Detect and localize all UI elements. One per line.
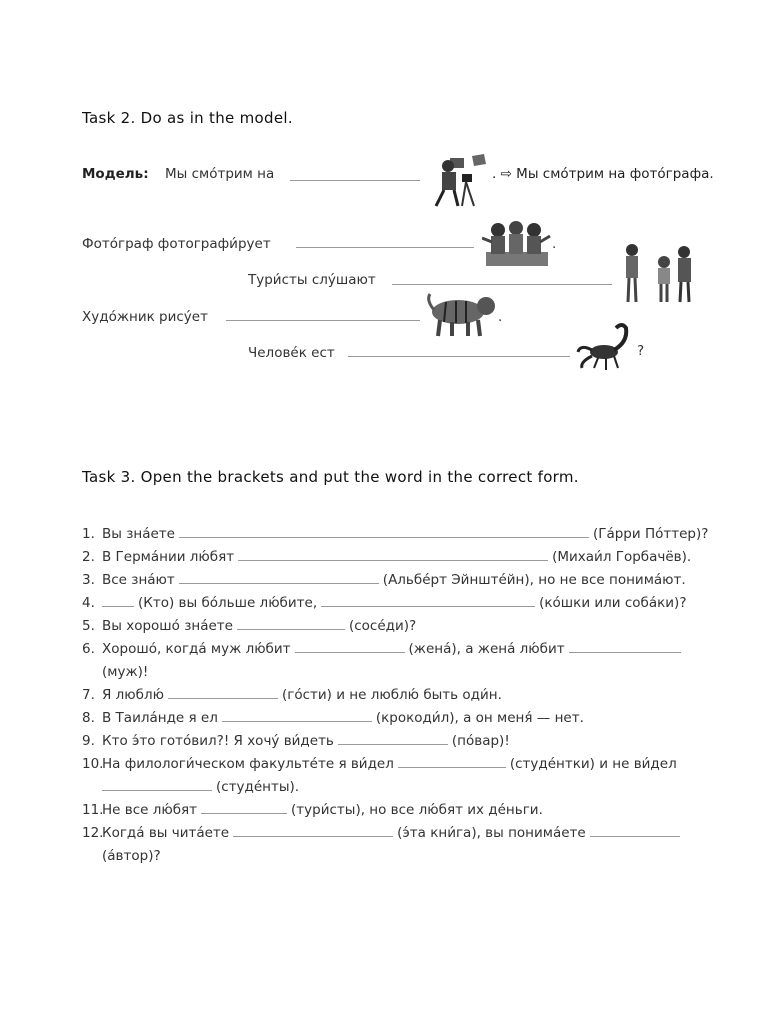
list-item: 8. В Таила́нде я ел (крокоди́л), а он меня́ — нет.: [82, 710, 584, 726]
answer-blank[interactable]: [233, 836, 393, 837]
task2-question-mark: ?: [637, 343, 645, 359]
list-item: 12.Когда́ вы чита́ете (э́та кни́га), вы понима́ете: [82, 825, 684, 841]
model-label: Модель:: [82, 166, 149, 182]
task2-item-3: Худо́жник рису́ет: [82, 309, 208, 325]
answer-blank[interactable]: [201, 813, 287, 814]
answer-blank[interactable]: [222, 721, 372, 722]
list-item: 5. Вы хорошо́ зна́ете (сосе́ди)?: [82, 618, 417, 634]
list-item: 11.Не все лю́бят (тури́сты), но все лю́бят их де́ньги.: [82, 802, 543, 818]
list-item: 9. Кто э́то гото́вил?! Я хочу́ ви́деть (по́вар)!: [82, 733, 510, 749]
list-item: 7. Я люблю́ (го́сти) и не люблю́ быть оди́н.: [82, 687, 502, 703]
answer-blank[interactable]: [168, 698, 278, 699]
answer-blank[interactable]: [102, 606, 134, 607]
list-item-continuation: (а́втор)?: [102, 848, 161, 864]
task2-title: Task 2. Do as in the model.: [82, 109, 293, 127]
list-item: 1. Вы зна́ете (Га́рри По́ттер)?: [82, 526, 709, 542]
scorpion-picture: [574, 322, 636, 372]
list-item-continuation: (муж)!: [102, 664, 149, 680]
list-item: 2. В Герма́нии лю́бят (Михаи́л Горбачёв).: [82, 549, 692, 565]
photographer-picture: [428, 152, 490, 208]
answer-blank[interactable]: [179, 537, 589, 538]
tiger-picture: [424, 290, 498, 338]
answer-blank[interactable]: [295, 652, 405, 653]
task2-dot-3: .: [498, 309, 503, 325]
list-item: 3. Все зна́ют (Альбе́рт Эйнште́йн), но не все понима́ют.: [82, 572, 686, 588]
list-item-continuation: (студе́нты).: [102, 779, 299, 795]
list-item: 10.На филологи́ческом факульте́те я ви́дел (студе́нтки) и не ви́дел: [82, 756, 677, 772]
task2-item-1: Фото́граф фотографи́рует: [82, 236, 271, 252]
answer-blank[interactable]: [321, 606, 535, 607]
task2-dot-1: .: [552, 236, 557, 252]
answer-blank[interactable]: [237, 629, 345, 630]
answer-blank[interactable]: [590, 836, 680, 837]
task2-blank-3[interactable]: [226, 320, 420, 321]
tourists-picture: [616, 242, 698, 304]
task2-blank-1[interactable]: [296, 247, 474, 248]
children-group-picture: [482, 218, 552, 268]
task2-item-4: Челове́к ест: [248, 345, 335, 361]
task2-blank-4[interactable]: [348, 356, 570, 357]
task3-title: Task 3. Open the brackets and put the word in the correct form.: [82, 468, 579, 486]
answer-blank[interactable]: [238, 560, 548, 561]
answer-blank[interactable]: [338, 744, 448, 745]
answer-blank[interactable]: [398, 767, 506, 768]
answer-blank[interactable]: [179, 583, 379, 584]
list-item: 6. Хорошо́, когда́ муж лю́бит (жена́), а жена́ лю́бит: [82, 641, 685, 657]
model-answer: . ⇨ Мы смо́трим на фото́графа.: [492, 166, 714, 182]
list-item: 4. (Кто) вы бо́льше лю́бите, (ко́шки или соба́ки)?: [82, 595, 687, 611]
model-blank[interactable]: [290, 180, 420, 181]
task2-blank-2[interactable]: [392, 284, 612, 285]
answer-blank[interactable]: [102, 790, 212, 791]
model-text: Мы смо́трим на: [165, 166, 275, 182]
answer-blank[interactable]: [569, 652, 681, 653]
task2-item-2: Тури́сты слу́шают: [248, 272, 376, 288]
